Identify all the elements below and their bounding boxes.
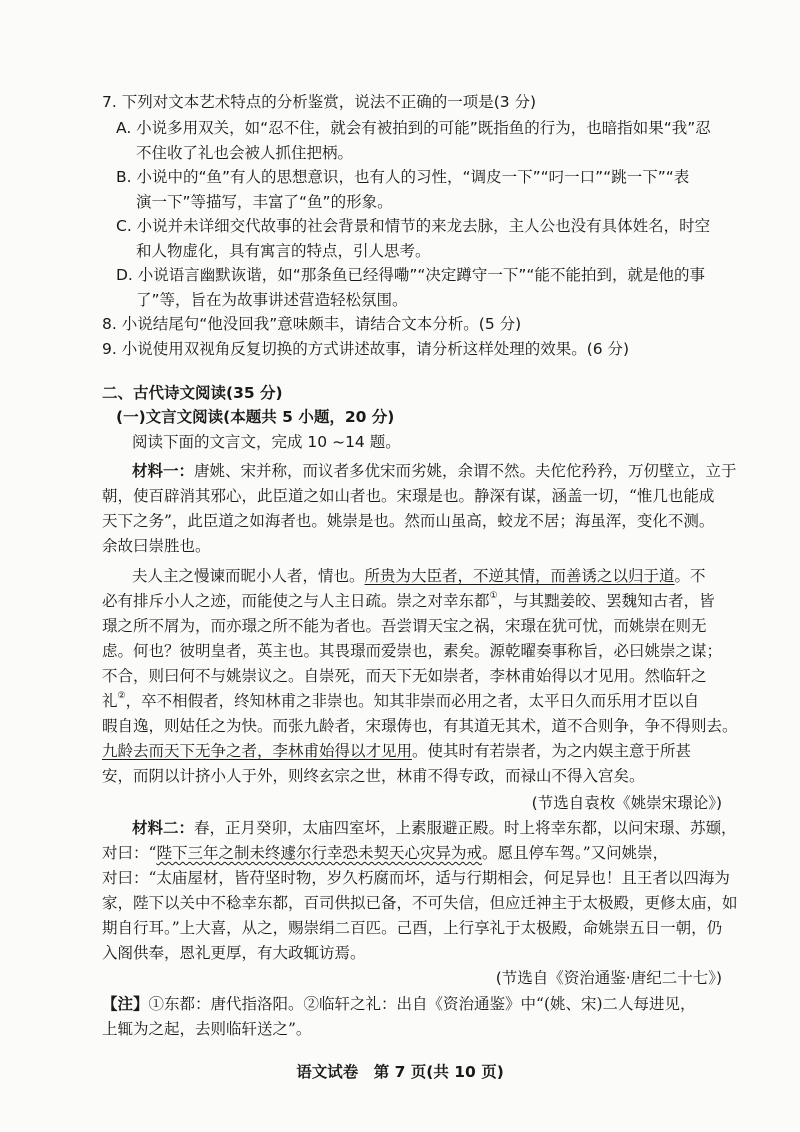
note-marker-2: ② bbox=[117, 691, 126, 701]
question-7-stem: 7. 下列对文本艺术特点的分析鉴赏，说法不正确的一项是(3 分) bbox=[102, 93, 537, 111]
material-1-line: 天下之务”，此臣道之如海者也。姚崇是也。然而山虽高，蛟龙不居；海虽浑，变化不测。 bbox=[102, 512, 715, 530]
annotation-note: 【注】①东都：唐代指洛阳。②临轩之礼：出自《资治通鉴》中“(姚、宋)二人每进见， bbox=[102, 995, 696, 1013]
material-2-line: 对曰：“陛下三年之制未终遽尔行幸恐未契天心灾异为戒。愿且停车驾。”又问姚崇， bbox=[102, 844, 669, 862]
question-7-option-a: A. 小说多用双关，如“忍不住，就会有被拍到的可能”既指鱼的行为，也暗指如果“我”忍 bbox=[116, 119, 711, 137]
material-1-source: (节选自袁枚《姚崇宋璟论》) bbox=[531, 794, 722, 812]
material-2-line: 家，陛下以关中不稔幸东都，百司供拟已备，不可失信，但应迁神主于太极殿，更修太庙，如 bbox=[102, 894, 738, 912]
material-1-line: 安，而阴以计挤小人于外，则终玄宗之世，林甫不得专政，而禄山不得入宫矣。 bbox=[102, 767, 645, 785]
material-2-line: 对曰：“太庙屋材，皆苻坚时物，岁久朽腐而坏，适与行期相会，何足异也！且王者以四海为 bbox=[102, 869, 730, 887]
material-1-line: 九龄去而天下无争之者，李林甫始得以才见用。使其时有若崇者，为之内娱主意于所甚 bbox=[102, 742, 692, 760]
material-1-line: 虑。何也？彼明皇者，英主也。其畏璟而爱崇也，素矣。源乾曜奏事称旨，必曰姚崇之谋； bbox=[102, 642, 723, 660]
question-7-option-c-cont: 和人物虚化，具有寓言的特点，引人思考。 bbox=[136, 242, 431, 260]
material-2-line: 期自行耳。”上大喜，从之，赐崇绢二百匹。己酉，上行享礼于太极殿，命姚崇五日一朝，仍 bbox=[102, 919, 723, 937]
question-7-option-c: C. 小说并未详细交代故事的社会背景和情节的来龙去脉，主人公也没有具体姓名，时空 bbox=[116, 217, 711, 235]
material-1-label: 材料一： bbox=[132, 462, 195, 480]
material-1-line: 必有排斥小人之迹，而能使之与人主日疏。崇之对幸东都①，与其黜姜皎、罢魏知古者，皆 bbox=[102, 591, 715, 610]
material-1-line: 礼②，卒不相假者，终知林甫之非崇也。知其非崇而必用之者，太平日久而乐用才臣以自 bbox=[102, 691, 700, 710]
section-2-heading: 二、古代诗文阅读(35 分) bbox=[102, 384, 283, 402]
note-label: 【注】 bbox=[102, 995, 149, 1013]
reading-instruction: 阅读下面的文言文，完成 10 ~14 题。 bbox=[132, 433, 401, 451]
material-2-source: (节选自《资治通鉴·唐纪二十七》) bbox=[495, 969, 722, 987]
question-9: 9. 小说使用双视角反复切换的方式讲述故事，请分析这样处理的效果。(6 分) bbox=[102, 340, 630, 358]
material-1-line: 余故曰崇胜也。 bbox=[102, 537, 211, 555]
underlined-sentence-1: 所贵为大臣者，不逆其情，而善诱之以归于道 bbox=[364, 567, 675, 585]
material-1-line: 朝，使百辟消其邪心，此臣道之如山者也。宋璟是也。静深有谋，涵盖一切，“惟几也能成 bbox=[102, 487, 715, 505]
material-1-line: 璟之所不屑为，而亦璟之所不能为者也。吾尝谓天宝之祸，宋璟在犹可忧，而姚崇在则无 bbox=[102, 617, 707, 635]
material-1-line: 暇自逸，则姑任之为快。而张九龄者，宋璟俦也，有其道无其术，道不合则争，争不得则去。 bbox=[102, 717, 738, 735]
subsection-heading: (一)文言文阅读(本题共 5 小题，20 分) bbox=[116, 408, 395, 426]
question-7-option-d: D. 小说语言幽默诙谐，如“那条鱼已经得嘞”“决定蹲守一下”“能不能拍到，就是他的事 bbox=[116, 266, 705, 284]
question-7-option-a-cont: 不住收了礼也会被人抓住把柄。 bbox=[136, 144, 354, 162]
wavy-underlined-sentence: 陛下三年之制未终遽尔行幸恐未契天心灾异为戒 bbox=[156, 844, 482, 862]
annotation-note: 上辄为之起，去则临轩送之”。 bbox=[102, 1020, 312, 1038]
page-footer: 语文试卷 第 7 页(共 10 页) bbox=[296, 1063, 504, 1081]
material-1-line: 不合，则曰何不与姚崇议之。自崇死，而天下无如崇者，李林甫始得以才见用。然临轩之 bbox=[102, 667, 707, 685]
material-2-line: 材料二：春，正月癸卯，太庙四室坏，上素服避正殿。时上将幸东都，以问宋璟、苏颋， bbox=[132, 819, 737, 837]
question-8: 8. 小说结尾句“他没回我”意味颇丰，请结合文本分析。(5 分) bbox=[102, 315, 522, 333]
question-7-option-d-cont: 了”等，旨在为故事讲述营造轻松氛围。 bbox=[136, 291, 408, 309]
material-1-line: 夫人主之慢谏而昵小人者，情也。所贵为大臣者，不逆其情，而善诱之以归于道。不 bbox=[132, 567, 706, 585]
question-7-option-b: B. 小说中的“鱼”有人的思想意识，也有人的习性，“调皮一下”“叼一口”“跳一下”“表 bbox=[116, 168, 690, 186]
material-2-line: 入阁供奉，恩礼更厚，有大政辄访焉。 bbox=[102, 944, 366, 962]
material-2-label: 材料二： bbox=[132, 819, 195, 837]
note-marker-1: ① bbox=[489, 591, 498, 601]
question-7-option-b-cont: 演一下”等描写，丰富了“鱼”的形象。 bbox=[136, 193, 393, 211]
material-1-line: 材料一：唐姚、宋并称，而议者多优宋而劣姚，余谓不然。夫佗佗矜矜，万仞壁立，立于 bbox=[132, 462, 737, 480]
underlined-sentence-2: 九龄去而天下无争之者，李林甫始得以才见用 bbox=[102, 742, 413, 760]
